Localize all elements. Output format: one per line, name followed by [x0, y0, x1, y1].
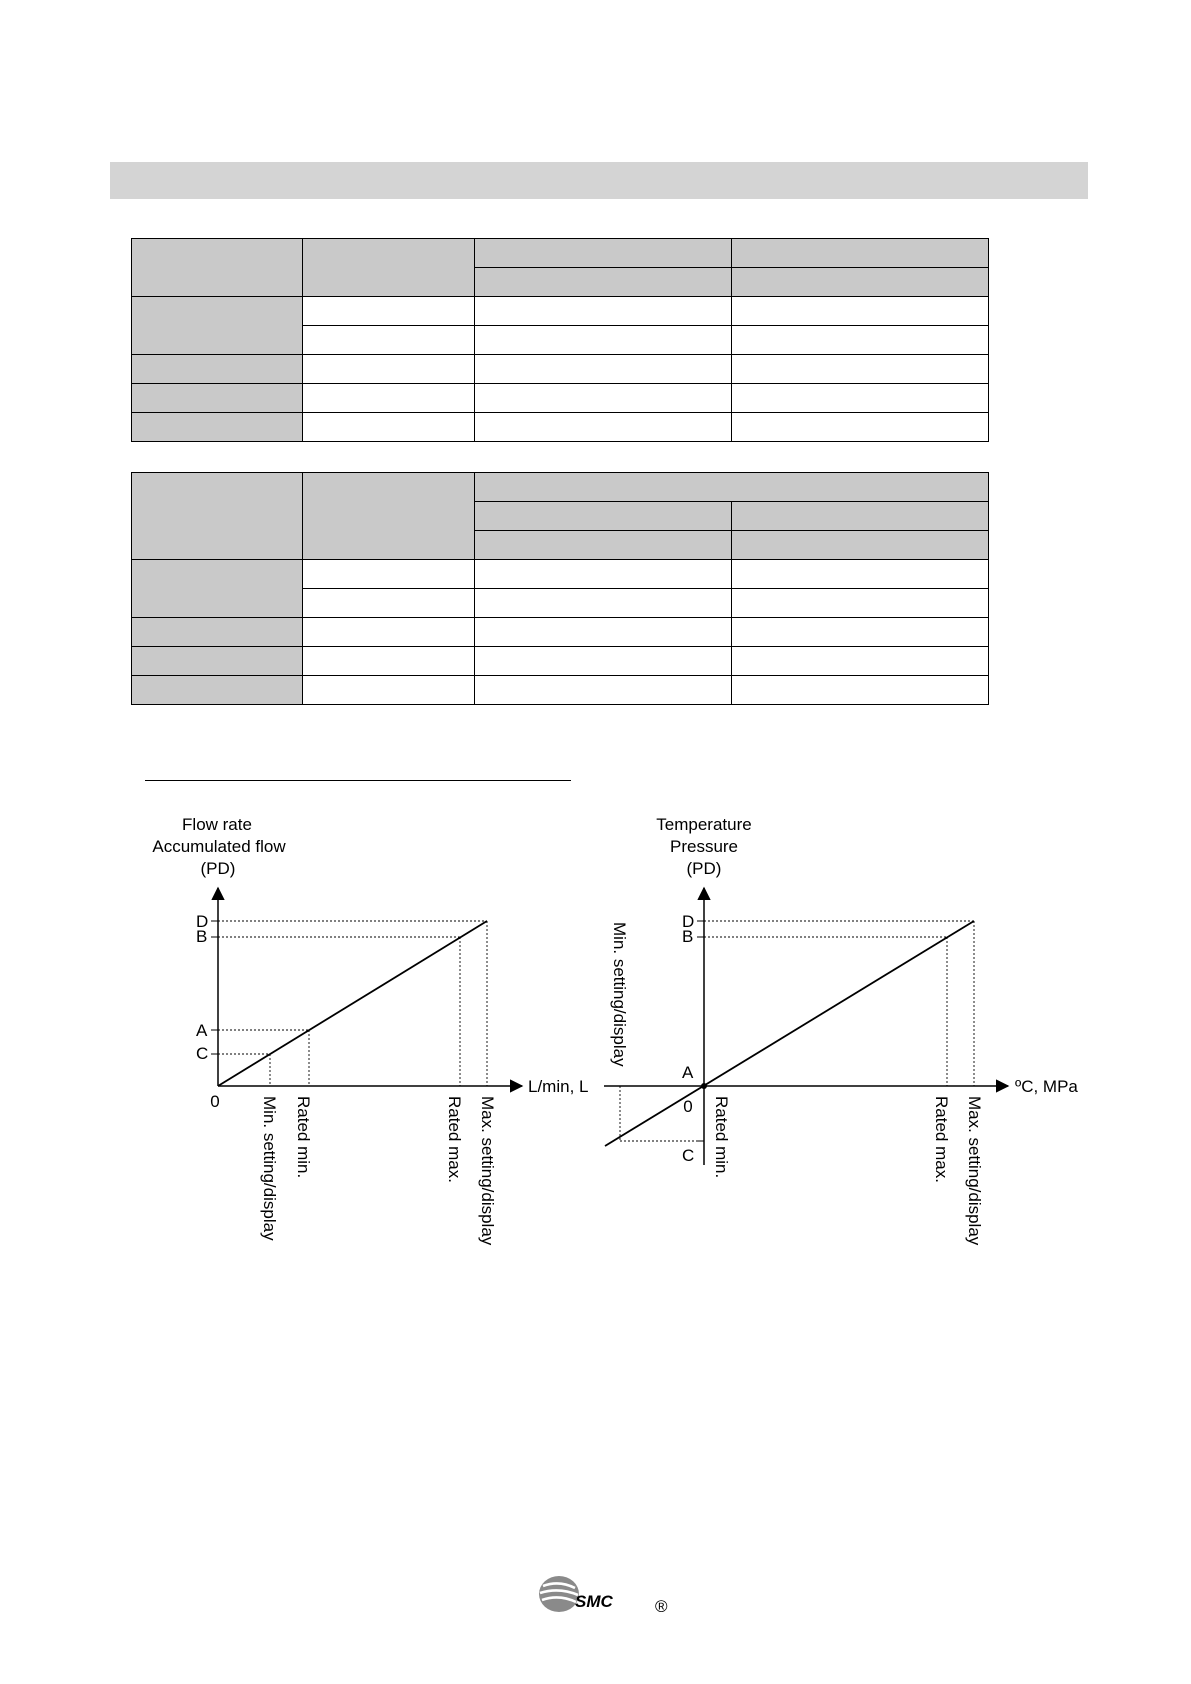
flow-min-setting-label: Min. setting/display [260, 1096, 279, 1241]
temp-rated-max-label: Rated max. [932, 1096, 951, 1183]
flow-label-a: A [196, 1021, 208, 1040]
flow-label-c: C [196, 1044, 209, 1063]
temp-y-title-line2: Pressure [669, 837, 739, 856]
temp-origin-label: 0 [683, 1097, 693, 1116]
temp-max-setting-label: Max. setting/display [965, 1096, 984, 1246]
flow-label-d: D [196, 912, 209, 931]
flow-rated-max-label: Rated max. [445, 1096, 464, 1183]
temp-label-c: C [682, 1146, 695, 1165]
flow-y-title-line3: (PD) [200, 859, 236, 878]
temp-y-title-line1: Temperature [656, 815, 752, 834]
temp-y-title-line3: (PD) [686, 859, 722, 878]
flow-rated-min-label: Rated min. [294, 1096, 313, 1179]
temp-x-unit: ºC, MPa [1015, 1077, 1078, 1096]
flow-label-b: B [196, 927, 208, 946]
temp-min-setting-label: Min. setting/display [610, 922, 629, 1067]
temp-label-a: A [682, 1063, 694, 1082]
flow-characteristic-line [218, 921, 487, 1086]
flow-graph [152, 815, 588, 1246]
temp-rated-min-label: Rated min. [712, 1096, 731, 1179]
temp-label-b: B [682, 927, 694, 946]
flow-max-setting-label: Max. setting/display [478, 1096, 497, 1246]
smc-logo-text: SMC [575, 1592, 613, 1611]
temp-label-d: D [682, 912, 695, 931]
temp-origin-point [701, 1083, 707, 1089]
smc-logo-mark [539, 1576, 579, 1612]
smc-logo [535, 1572, 668, 1616]
flow-y-ticks [211, 921, 218, 1054]
flow-x-unit: L/min, L [528, 1077, 589, 1096]
flow-y-title-line1: Flow rate [182, 815, 252, 834]
temp-y-ticks [697, 921, 704, 1141]
flow-origin-label: 0 [210, 1092, 220, 1111]
flow-y-title-line2: Accumulated flow [152, 837, 286, 856]
smc-logo-registered: ® [655, 1597, 668, 1616]
temperature-graph [604, 815, 1078, 1246]
temp-characteristic-line [605, 921, 974, 1146]
